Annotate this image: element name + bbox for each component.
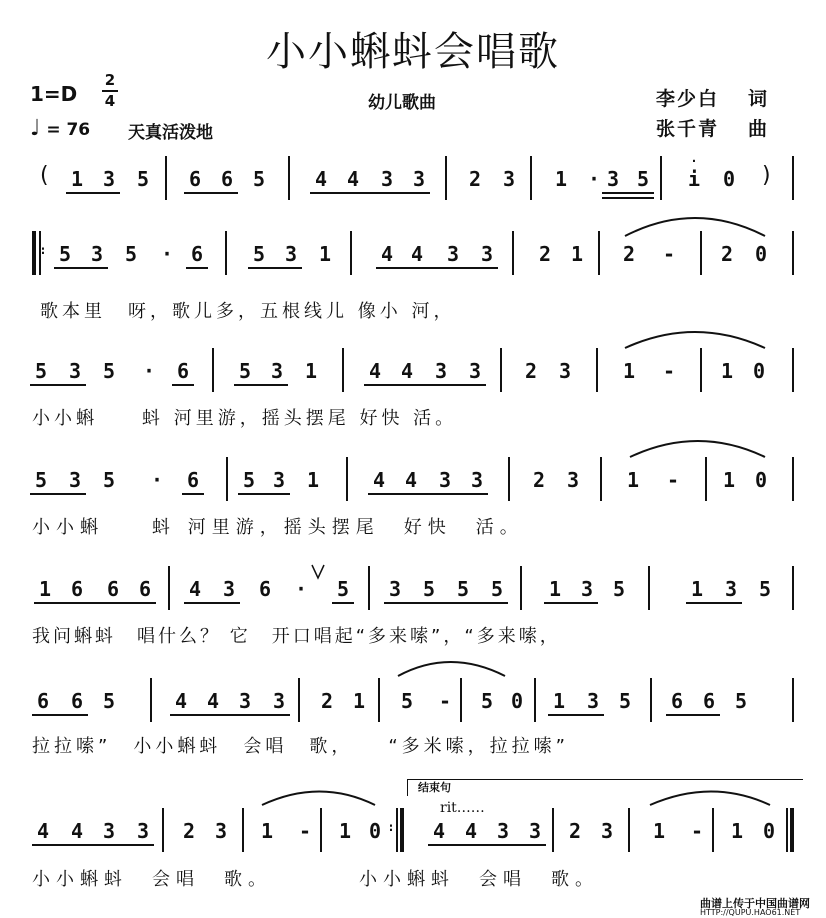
note: 5 [490, 577, 504, 601]
note: 2 [568, 819, 582, 843]
note: · [587, 167, 601, 191]
note: 4 [432, 819, 446, 843]
note: 3 [272, 468, 286, 492]
note: 6 [106, 577, 120, 601]
note: 1 [552, 689, 566, 713]
note: 4 [400, 359, 414, 383]
note: - [666, 468, 680, 492]
intro-close-paren: ) [762, 163, 771, 188]
note: 3 [724, 577, 738, 601]
song-title: 小小蝌蚪会唱歌 [266, 29, 560, 75]
genre-label: 幼儿歌曲 [368, 93, 436, 113]
note: - [438, 689, 452, 713]
note: 4 [380, 242, 394, 266]
note: 1 [730, 819, 744, 843]
note: 5 [618, 689, 632, 713]
note: 3 [284, 242, 298, 266]
note: 3 [270, 359, 284, 383]
note: 2 [320, 689, 334, 713]
note: 5 [34, 359, 48, 383]
note: 4 [464, 819, 478, 843]
note: 5 [612, 577, 626, 601]
note: 3 [580, 577, 594, 601]
lyric-line-1: 歌本里 呀，歌儿多，五根线儿 像小 河， [40, 301, 456, 322]
note: · [294, 577, 308, 601]
note: 6 [188, 167, 202, 191]
note: 5 [124, 242, 138, 266]
note: 0 [754, 242, 768, 266]
note: 0 [754, 468, 768, 492]
note: 2 [720, 242, 734, 266]
repeat-dots: : [39, 243, 47, 257]
note: 5 [456, 577, 470, 601]
note: 5 [102, 689, 116, 713]
time-top: 2 [104, 71, 116, 89]
note: 6 [220, 167, 234, 191]
note: 1 [352, 689, 366, 713]
site-url: HTTP://QUPU.HAO61.NET [700, 908, 801, 917]
note: 3 [600, 819, 614, 843]
note: 6 [190, 242, 204, 266]
note: 5 [252, 242, 266, 266]
note: 1 [304, 359, 318, 383]
note: 0 [368, 819, 382, 843]
note: 1 [318, 242, 332, 266]
note: 5 [238, 359, 252, 383]
note: 4 [174, 689, 188, 713]
note: 6 [70, 689, 84, 713]
note: 3 [380, 167, 394, 191]
note: 6 [70, 577, 84, 601]
key-signature: 1=D [30, 82, 78, 106]
note: 4 [346, 167, 360, 191]
note: 2 [622, 242, 636, 266]
note: 3 [496, 819, 510, 843]
lyricist-name: 李少白 [656, 88, 720, 110]
note: 1 [70, 167, 84, 191]
note: 6 [36, 689, 50, 713]
slur-2 [625, 332, 765, 348]
note: 1 [260, 819, 274, 843]
note: 2 [532, 468, 546, 492]
lyric-line-2: 小小蝌 蚪 河里游，摇头摆尾 好快 活。 [32, 408, 458, 429]
slur-6 [650, 792, 770, 806]
note: 6 [176, 359, 190, 383]
note: 6 [138, 577, 152, 601]
slur-3 [630, 441, 765, 457]
note: 2 [182, 819, 196, 843]
ritardando-mark: rit…… [440, 800, 485, 816]
lyric-line-4: 我问蝌蚪 唱什么？ 它 开口唱起“多来嗦”，“多来嗦， [32, 626, 561, 647]
breath-mark [312, 565, 324, 578]
note: 5 [480, 689, 494, 713]
note: - [662, 359, 676, 383]
note: 3 [68, 359, 82, 383]
note: - [662, 242, 676, 266]
note: 1 [690, 577, 704, 601]
note: 1 [652, 819, 666, 843]
note: 4 [314, 167, 328, 191]
lyric-line-5: 拉拉嗦” 小小蝌蚪 会唱 歌， “多米嗦，拉拉嗦” [32, 736, 569, 757]
note: 4 [70, 819, 84, 843]
note: 4 [410, 242, 424, 266]
note: 5 [34, 468, 48, 492]
note: 2 [524, 359, 538, 383]
note: 3 [528, 819, 542, 843]
note: 3 [558, 359, 572, 383]
note: · [142, 359, 156, 383]
note: 6 [702, 689, 716, 713]
note: 1 [570, 242, 584, 266]
note: 3 [272, 689, 286, 713]
note: 5 [252, 167, 266, 191]
note: 6 [186, 468, 200, 492]
note: 1 [626, 468, 640, 492]
slur-5 [262, 792, 375, 806]
note: 3 [606, 167, 620, 191]
note: 1 [338, 819, 352, 843]
note: 5 [102, 468, 116, 492]
note: - [298, 819, 312, 843]
note: i [687, 167, 701, 191]
note: 5 [242, 468, 256, 492]
note: 3 [412, 167, 426, 191]
note: 3 [470, 468, 484, 492]
note: 3 [238, 689, 252, 713]
repeat-dots: : [387, 820, 395, 834]
high-octave-dot: · [690, 154, 698, 168]
note: 1 [554, 167, 568, 191]
note: 4 [188, 577, 202, 601]
composer-role: 曲 [748, 118, 768, 140]
quarter-note-icon: ♩ [30, 116, 41, 141]
note: 0 [752, 359, 766, 383]
note: 1 [722, 468, 736, 492]
note: · [160, 242, 174, 266]
slur-4 [398, 662, 505, 676]
note: 3 [102, 819, 116, 843]
note: 0 [510, 689, 524, 713]
note: 3 [222, 577, 236, 601]
note: 3 [136, 819, 150, 843]
note: 3 [566, 468, 580, 492]
ending-label: 结束句 [418, 781, 451, 794]
note: · [150, 468, 164, 492]
composer-name: 张千青 [656, 118, 720, 140]
note: 5 [422, 577, 436, 601]
note: 4 [372, 468, 386, 492]
note: 5 [136, 167, 150, 191]
slur-1 [625, 218, 765, 236]
intro-open-paren: ( [40, 163, 49, 188]
note: - [690, 819, 704, 843]
note: 2 [538, 242, 552, 266]
note: 5 [58, 242, 72, 266]
note: 5 [734, 689, 748, 713]
lyricist-role: 词 [748, 88, 768, 110]
site-credit: 曲谱上传于中国曲谱网 [700, 897, 810, 910]
note: 6 [258, 577, 272, 601]
note: 1 [38, 577, 52, 601]
time-bottom: 4 [104, 92, 116, 110]
note: 1 [306, 468, 320, 492]
note: 5 [400, 689, 414, 713]
note: 4 [36, 819, 50, 843]
lyric-line-6: 小小蝌蚪 会唱 歌。 小小蝌蚪 会唱 歌。 [32, 869, 599, 890]
lyric-line-3: 小小蝌 蚪 河里游，摇头摆尾 好快 活。 [32, 517, 524, 538]
note: 3 [434, 359, 448, 383]
note: 1 [622, 359, 636, 383]
note: 3 [480, 242, 494, 266]
note: 4 [368, 359, 382, 383]
note: 0 [722, 167, 736, 191]
note: 4 [206, 689, 220, 713]
mood-marking: 天真活泼地 [128, 123, 213, 143]
note: 3 [446, 242, 460, 266]
note: 4 [404, 468, 418, 492]
note: 5 [636, 167, 650, 191]
note: 3 [586, 689, 600, 713]
note: 5 [102, 359, 116, 383]
note: 0 [762, 819, 776, 843]
tempo-value: = 76 [46, 120, 91, 140]
note: 3 [388, 577, 402, 601]
note: 3 [468, 359, 482, 383]
note: 3 [502, 167, 516, 191]
note: 3 [438, 468, 452, 492]
note: 3 [214, 819, 228, 843]
note: 2 [468, 167, 482, 191]
note: 3 [90, 242, 104, 266]
note: 5 [758, 577, 772, 601]
note: 3 [68, 468, 82, 492]
note: 5 [336, 577, 350, 601]
note: 3 [102, 167, 116, 191]
note: 6 [670, 689, 684, 713]
note: 1 [720, 359, 734, 383]
note: 1 [548, 577, 562, 601]
